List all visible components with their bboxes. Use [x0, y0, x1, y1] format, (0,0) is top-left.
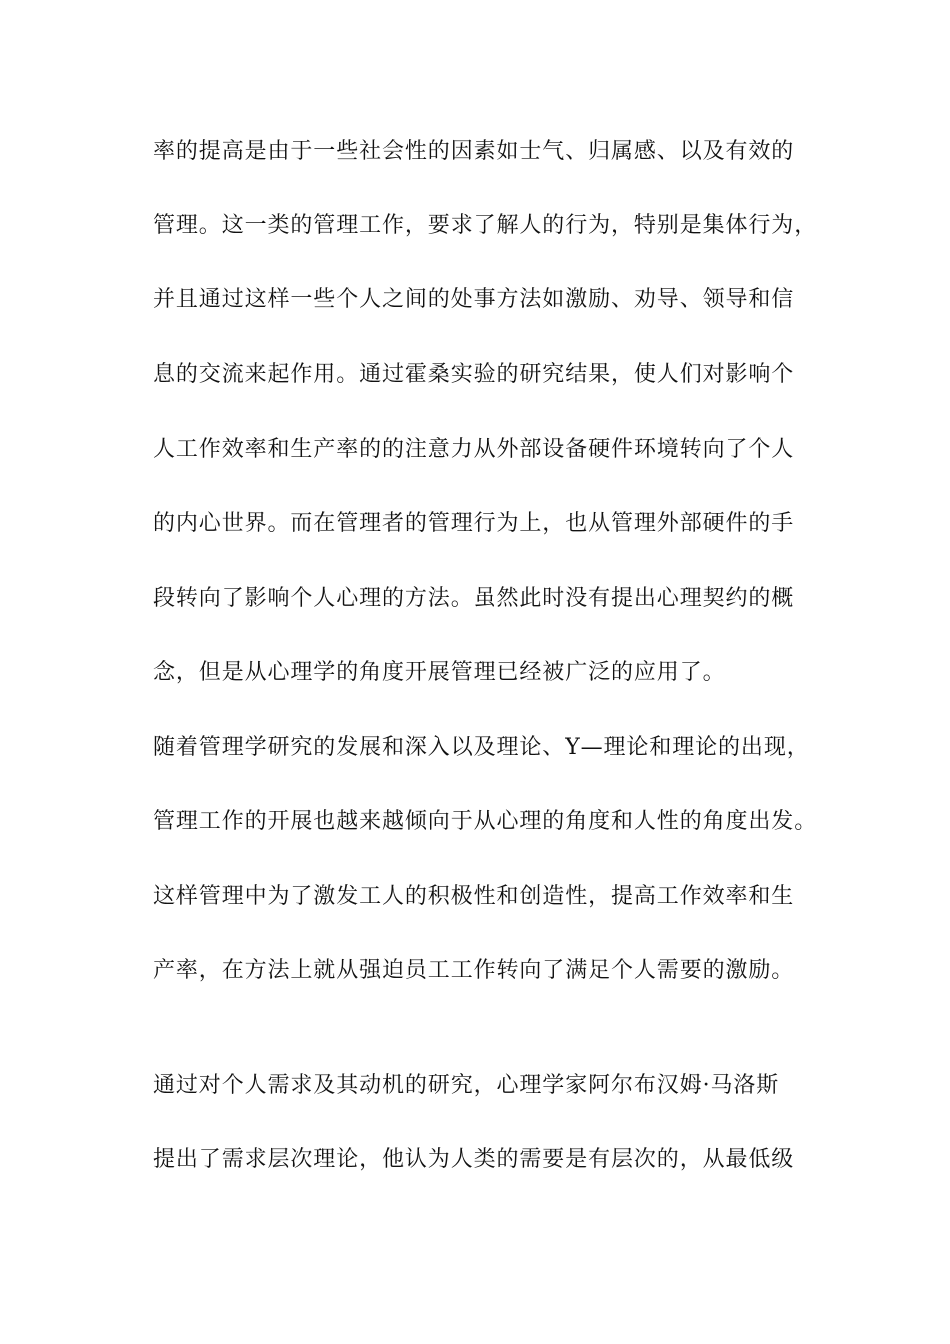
paragraph-line: 段转向了影响个人心理的方法。虽然此时没有提出心理契约的概 — [153, 586, 795, 611]
paragraph-line: 人工作效率和生产率的的注意力从外部设备硬件环境转向了个人 — [153, 437, 795, 462]
paragraph-line: 息的交流来起作用。通过霍桑实验的研究结果，使人们对影响个 — [153, 362, 795, 387]
paragraph-line: 的内心世界。而在管理者的管理行为上，也从管理外部硬件的手 — [153, 511, 795, 536]
paragraph-line: 提出了需求层次理论，他认为人类的需要是有层次的，从最低级 — [153, 1147, 795, 1172]
paragraph-line: 产率，在方法上就从强迫员工工作转向了满足个人需要的激励。 — [153, 958, 795, 983]
paragraph-line: 管理。这一类的管理工作，要求了解人的行为，特别是集体行为， — [153, 213, 818, 238]
paragraph-line: 随着管理学研究的发展和深入以及理论、Y—理论和理论的出现， — [153, 735, 810, 760]
paragraph-line: 这样管理中为了激发工人的积极性和创造性，提高工作效率和生 — [153, 884, 795, 909]
paragraph-line: 念，但是从心理学的角度开展管理已经被广泛的应用了。 — [153, 660, 726, 685]
paragraph-line: 管理工作的开展也越来越倾向于从心理的角度和人性的角度出发。 — [153, 809, 818, 834]
paragraph-line: 通过对个人需求及其动机的研究，心理学家阿尔布汉姆·马洛斯 — [153, 1073, 780, 1098]
paragraph-line: 率的提高是由于一些社会性的因素如士气、归属感、以及有效的 — [153, 139, 795, 164]
paragraph-line: 并且通过这样一些个人之间的处事方法如激励、劝导、领导和信 — [153, 287, 795, 312]
